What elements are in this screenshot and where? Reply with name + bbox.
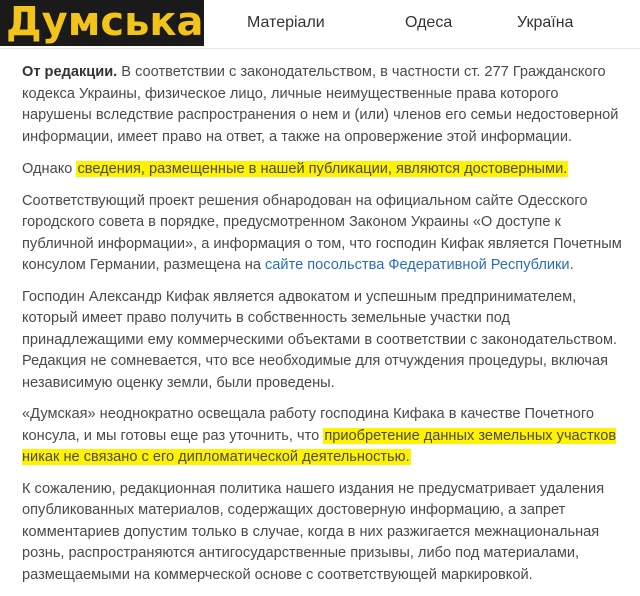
paragraph-decision <box>22 191 622 277</box>
paragraph-editorial <box>22 62 622 148</box>
highlighted-text: приобретение данных земельных участков никак не связано с его дипломатической деятельностью. <box>22 427 617 465</box>
nav-item-ukraine[interactable]: Україна <box>517 14 574 31</box>
embassy-link[interactable]: сайте посольства Федеративной Республики <box>265 257 570 273</box>
editorial-lead: От редакции. <box>22 64 118 80</box>
nav-item-materials[interactable]: Матеріали <box>247 14 325 31</box>
paragraph-reliability <box>22 159 622 181</box>
article-body <box>22 62 622 596</box>
highlighted-text: сведения, размещенные в нашей публикации, являются достоверными. <box>77 161 568 177</box>
paragraph-text: Соответствующий проект решения обнародован на официальном сайте Одесского городского совета в порядке, предусмотренном Законом Украины «О доступе к публичной информации», а информация о том, что господин Кифак является Почетным консулом Германии, размещена на <box>22 192 622 273</box>
paragraph-text: . <box>569 257 574 273</box>
paragraph-text: Господин Александр Кифак является адвокатом и успешным предпринимателем, который имеет право получить в собственность земельные участки под принадлежащими ему коммерческими объектами в соответствии с законодательством. Редакция не сомневается, что все необходимые для отчуждения процедуры, включая независимую оценку земли, были проведены. <box>22 288 618 391</box>
paragraph-policy <box>22 479 622 587</box>
paragraph-text: К сожалению, редакционная политика нашего издания не предусматривает удаления опубликованных материалов, содержащих достоверную информацию, а запрет комментариев допустим только в случае, когда в них разжигается межнациональная рознь, распространяются антигосударственные призывы, либо под материалами, размещаемыми на коммерческой основе с соответствующей маркировкой. <box>22 480 605 583</box>
site-logo[interactable] <box>0 0 204 46</box>
header-divider <box>0 48 640 49</box>
site-header <box>0 0 640 46</box>
paragraph-text: Однако <box>22 161 77 177</box>
logo-text[interactable]: Думська <box>6 0 204 45</box>
nav-item-odesa[interactable]: Одеса <box>405 14 453 31</box>
paragraph-text: «Думская» неоднократно освещала работу господина Кифака в качестве Почетного консула, и мы готовы еще раз уточнить, что <box>22 406 594 444</box>
paragraph-consul <box>22 404 622 469</box>
paragraph-kifak <box>22 287 622 395</box>
paragraph-text: В соответствии с законодательством, в частности ст. 277 Гражданского кодекса Украины, физическое лицо, личные неимущественные права которого нарушены вследствие распространения о нем и (или) членов его семьи недостоверной информации, имеет право на ответ, а также на опровержение этой информации. <box>22 64 619 145</box>
